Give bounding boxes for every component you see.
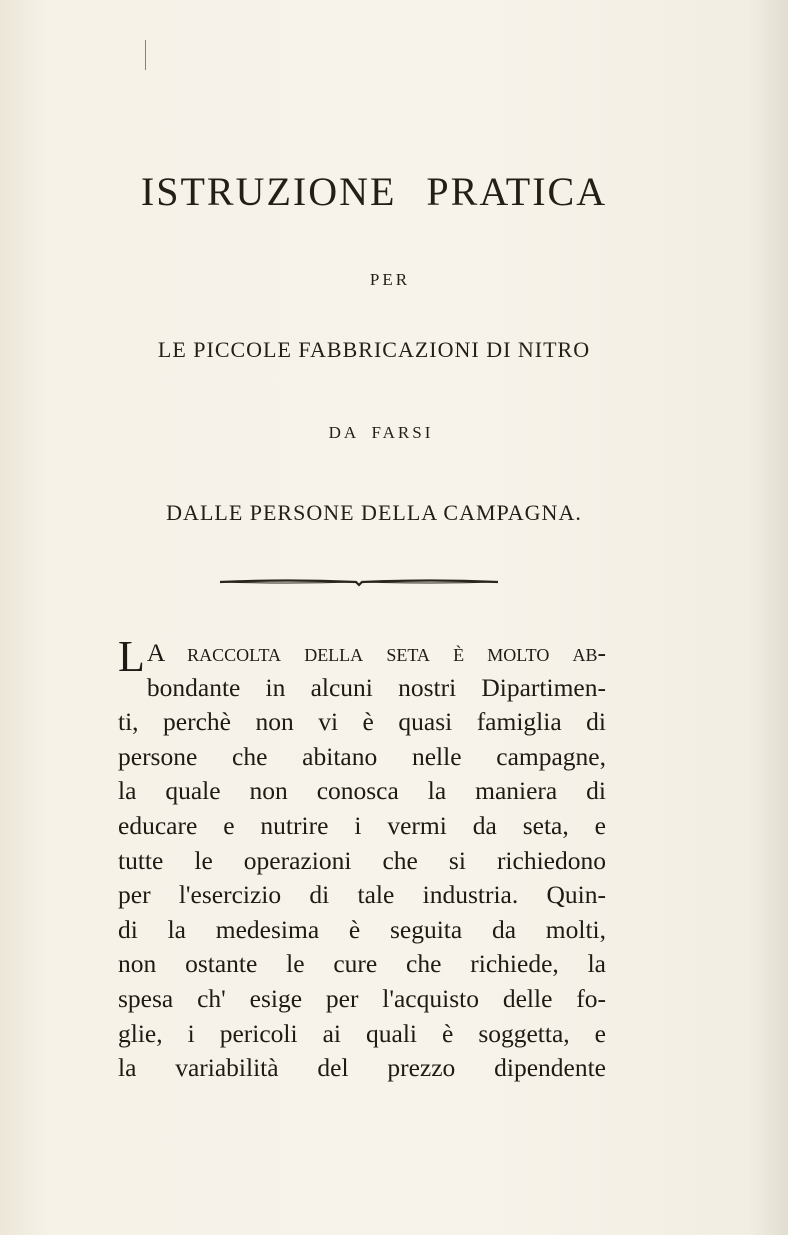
text-line: ti, perchè non vi è quasi famiglia di [118,707,606,737]
heading-da-farsi: DA FARSI [328,423,434,442]
body-paragraph [118,632,606,1086]
margin-mark [145,40,146,70]
text-line: la quale non conosca la maniera di [118,776,606,806]
text-line: persone che abitano nelle campagne, [118,741,606,771]
text-line: spesa ch' esige per l'acquisto delle fo- [118,983,606,1013]
text-line: tutte le operazioni che si richiedono [118,845,606,875]
text-line: la variabilità del prezzo dipendente [118,1053,606,1083]
decorative-rule [218,577,500,587]
text-line: di la medesima è seguita da molti, [118,914,606,944]
page-title: ISTRUZIONE PRATICA [140,169,608,214]
text-line: glie, i pericoli ai quali è soggetta, e [118,1018,606,1048]
text-line: educare e nutrire i vermi da seta, e [118,810,606,840]
text-line: bondante in alcuni nostri Dipartimen- [146,672,606,702]
text-line: per l'esercizio di tale industria. Quin- [118,880,606,910]
heading-subtitle: LE PICCOLE FABBRICAZIONI DI NITRO [157,337,591,362]
text-line: non ostante le cure che richiede, la [118,949,606,979]
heading-subtitle-2: DALLE PERSONE DELLA CAMPAGNA. [166,500,582,525]
drop-cap: L [118,632,145,681]
text-line: A raccolta della seta è molto ab- [146,638,606,667]
heading-per: PER [369,270,411,289]
